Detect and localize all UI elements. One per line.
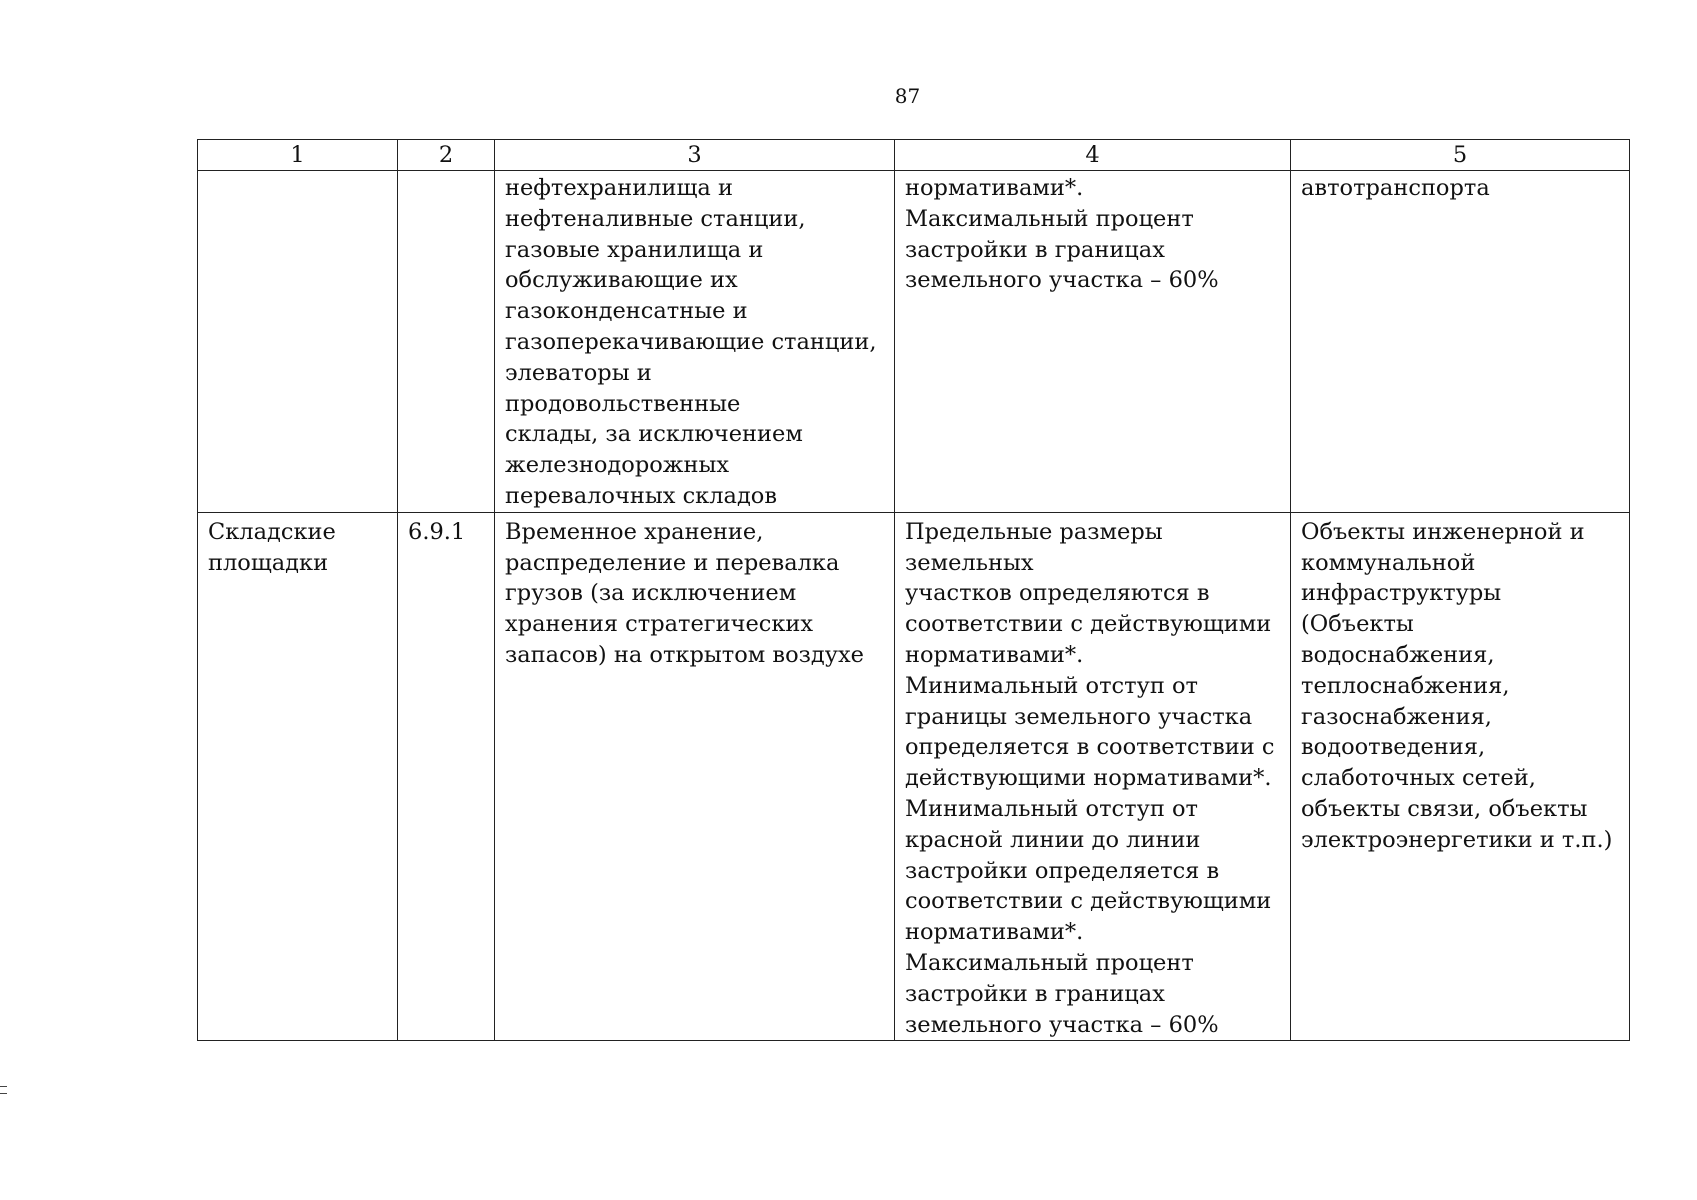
column-header-2: 2 (398, 140, 495, 171)
table-row (198, 512, 1630, 1041)
cell-auxiliary-uses: автотранспорта (1291, 171, 1630, 513)
column-header-3: 3 (495, 140, 895, 171)
table-header-row (198, 140, 1630, 171)
cell-parameters: нормативами*. Максимальный процент застройки в границах земельного участка – 60% (895, 171, 1291, 513)
cell-use-name: Складские площадки (198, 512, 398, 1041)
cell-use-description: нефтехранилища и нефтеналивные станции, газовые хранилища и обслуживающие их газоконденсатные и газоперекачивающие станции, элеваторы и продовольственные склады, за исключением железнодорожных перевалочных складов (495, 171, 895, 513)
cell-use-name (198, 171, 398, 513)
cell-parameters: Предельные размеры земельных участков определяются в соответствии с действующими нормативами*. Минимальный отступ от границы земельного участка определяется в соответствии с действующими нормативами*. Минимальный отступ от красной линии до линии застройки определяется в соответствии с действующими нормативами*. Максимальный процент застройки в границах земельного участка – 60% (895, 512, 1291, 1041)
cell-auxiliary-uses: Объекты инженерной и коммунальной инфраструктуры (Объекты водоснабжения, теплоснабжения, газоснабжения, водоотведения, слаботочных сетей, объекты связи, объекты электроэнергетики и т.п.) (1291, 512, 1630, 1041)
column-header-1: 1 (198, 140, 398, 171)
column-header-4: 4 (895, 140, 1291, 171)
page-number: 87 (894, 84, 921, 108)
column-header-5: 5 (1291, 140, 1630, 171)
table-row (198, 171, 1630, 513)
cell-use-code (398, 171, 495, 513)
cell-use-code: 6.9.1 (398, 512, 495, 1041)
cell-use-description: Временное хранение, распределение и перевалка грузов (за исключением хранения стратегических запасов) на открытом воздухе (495, 512, 895, 1041)
scan-artifact-mark (0, 1086, 7, 1094)
land-use-table (197, 139, 1630, 1041)
